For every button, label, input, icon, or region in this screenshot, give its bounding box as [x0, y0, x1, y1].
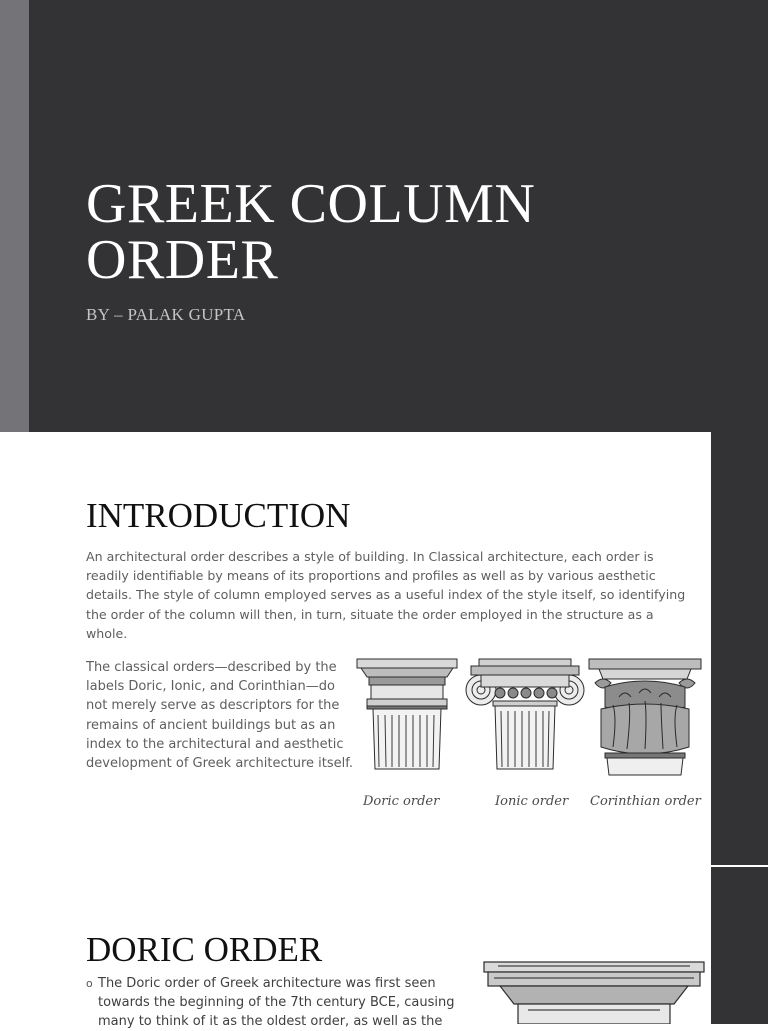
doric-capital-illustration: [478, 958, 710, 1024]
doric-order-slide: [0, 866, 768, 1029]
ionic-caption: Ionic order: [495, 794, 569, 809]
doric-column-drawing: [357, 659, 457, 769]
intro-paragraph-1: An architectural order describes a style of building. In Classical architecture, each order is readily identifiable by means of its proportions and profiles as well as by various aesthetic details. The style of column employed serves as a useful index of the style itself, so identifying the order of the column will then, in turn, situate the order employed in the structure as a whole.: [86, 549, 686, 641]
doric-caption: Doric order: [363, 794, 440, 809]
right-accent-bar: [711, 432, 768, 865]
bullet-marker: o: [86, 977, 93, 990]
ionic-column-drawing: [466, 659, 584, 769]
author-byline: BY – PALAK GUPTA: [86, 305, 246, 324]
left-accent-bar: [0, 0, 29, 432]
corinthian-caption: Corinthian order: [590, 794, 701, 809]
corinthian-column-drawing: [589, 659, 701, 775]
title-slide: [0, 0, 768, 432]
bullet-text: The Doric order of Greek architecture was first seen towards the beginning of the 7th century BCE, causing many to think of it as the oldest order, as well as the: [98, 976, 455, 1029]
right-accent-bar: [711, 867, 768, 1024]
doric-bullet-list: [86, 974, 486, 1031]
introduction-slide: [0, 432, 768, 866]
slide-heading: DORIC ORDER: [86, 930, 323, 969]
list-item: [86, 974, 486, 1031]
slide-heading: INTRODUCTION: [86, 496, 351, 535]
intro-paragraph-2: The classical orders—described by the labels Doric, Ionic, and Corinthian—do not merely serve as descriptors for the remains of ancient buildings but as an index to the architectural and aesthetic development of Greek architecture itself.: [86, 660, 353, 772]
column-orders-illustration: [355, 657, 705, 822]
presentation-title: GREEK COLUMN ORDER: [86, 173, 536, 291]
